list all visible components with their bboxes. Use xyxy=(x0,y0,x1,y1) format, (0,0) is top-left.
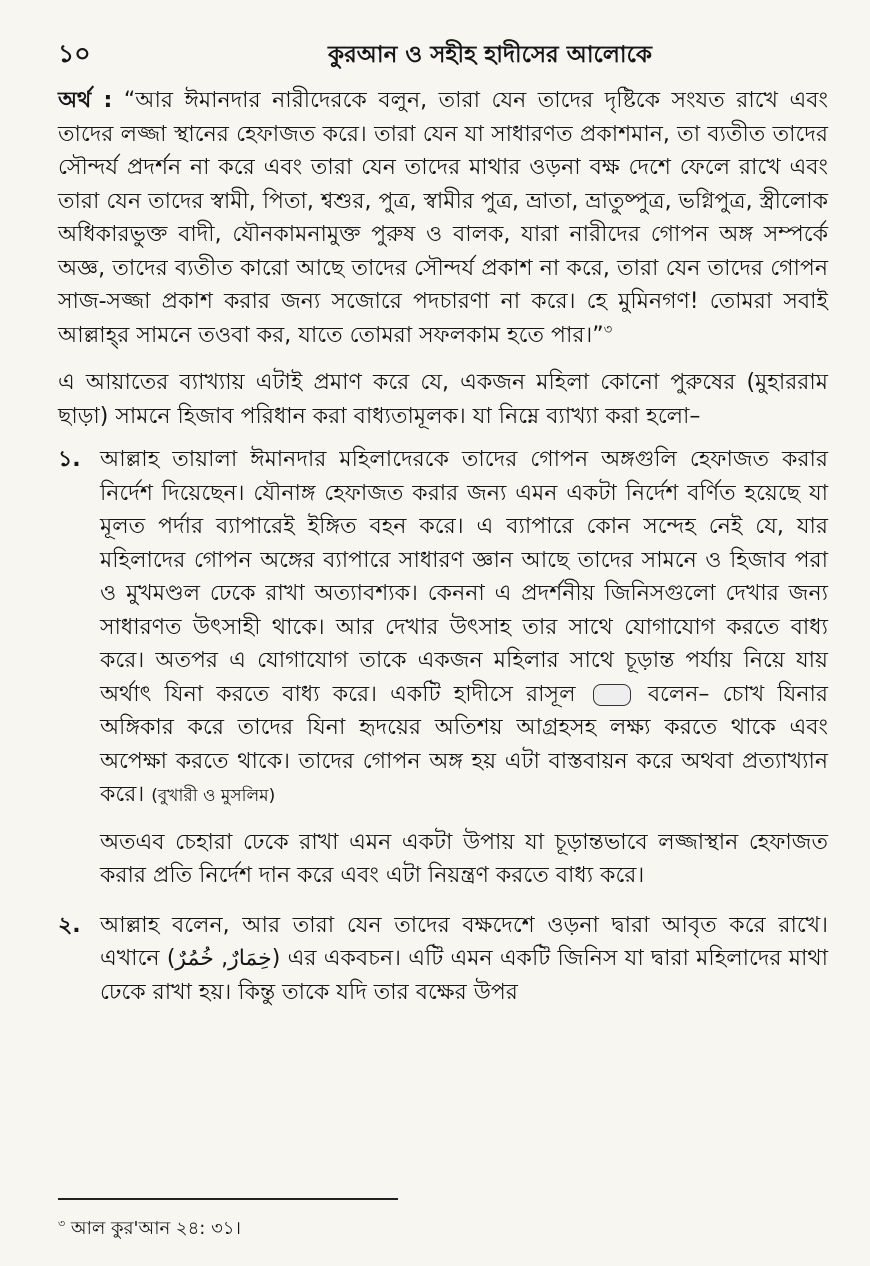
list-item xyxy=(58,909,828,1010)
list-item xyxy=(58,443,828,893)
footnote-mark: ৩ xyxy=(58,1217,66,1230)
hadith-citation: (বুখারী ও মুসলিম) xyxy=(151,786,276,806)
running-title: কুরআন ও সহীহ হাদীসের আলোকে xyxy=(328,42,652,68)
list-item-text xyxy=(100,443,828,814)
list-item-text xyxy=(100,909,828,1010)
list-item-text-part: আল্লাহ বলেন, আর তারা যেন তাদের বক্ষদেশে ওড়না দ্বারা আবৃত করে রাখে। এখানে xyxy=(100,912,828,971)
verse-label: অর্থ : xyxy=(58,88,113,113)
footnote-text: আল কুর'আন ২৪: ৩১। xyxy=(70,1218,241,1239)
page-number: ১০ xyxy=(58,39,91,68)
list-item-number: ২. xyxy=(58,912,81,938)
verse-translation xyxy=(58,84,828,352)
footnote xyxy=(58,1214,241,1245)
list-item-paragraph: অতএব চেহারা ঢেকে রাখা এমন একটা উপায় যা চূড়ান্তভাবে লজ্জাস্থান হেফাজত করার প্রতি নির্দেশ দান করে এবং এটা নিয়ন্ত্রণ করতে বাধ্য করে। xyxy=(100,829,828,888)
list-item-text-part: আল্লাহ তায়ালা ঈমানদার মহিলাদেরকে তাদের গোপন অঙ্গগুলি হেফাজত করার নির্দেশ দিয়েছেন। যৌনাঙ্গ হেফাজত করার জন্য এমন একটা নির্দেশ বর্ণিত হয়েছে যা মূলত পর্দার ব্যাপারেই ইঙ্গিত বহন করে। এ ব্যাপারে কোন সন্দেহ নেই যে, যার মহিলাদের গোপন অঙ্গের ব্যাপারে সাধারণ জ্ঞান আছে তাদের সামনে ও হিজাব পরা ও মুখমণ্ডল ঢেকে রাখা অত্যাবশ্যক। কেননা এ প্রদর্শনীয় জিনিসগুলো দেখার জন্য সাধারণত উৎসাহী থাকে। আর দেখার উৎসাহ তার সাথে যোগাযোগ করতে বাধ্য করে। অতপর এ যোগাযোগ তাকে একজন মহিলার সাথে চূড়ান্ত পর্যায় নিয়ে যায় অর্থাৎ যিনা করতে বাধ্য করে। একটি হাদীসে রাসূল xyxy=(100,447,828,707)
footnote-reference[interactable]: ৩ xyxy=(603,322,613,338)
salawat-sign-icon xyxy=(593,684,631,706)
arabic-term: (خِمَارٌ, خُمُرٌ) xyxy=(166,946,281,971)
list-item-number: ১. xyxy=(58,447,81,472)
footnote-divider xyxy=(58,1198,398,1200)
list-item-text-part: বলেন– চোখ যিনার অঙ্গিকার করে তাদের যিনা হৃদয়ের অতিশয় আগ্রহসহ লক্ষ্য করতে থাকে এবং অপেক্ষা করতে থাকে। তাদের গোপন অঙ্গ হয় এটা বাস্তবায়ন করে অথবা প্রত্যাখ্যান করে। xyxy=(100,681,828,807)
page-header xyxy=(58,34,830,74)
page-body xyxy=(58,84,828,1009)
intro-paragraph: এ আয়াতের ব্যাখ্যায় এটাই প্রমাণ করে যে, একজন মহিলা কোনো পুরুষের (মুহাররাম ছাড়া) সামনে হিজাব পরিধান করা বাধ্যতামূলক। যা নিম্নে ব্যাখ্যা করা হলো– xyxy=(58,370,828,429)
verse-text: “আর ঈমানদার নারীদেরকে বলুন, তারা যেন তাদের দৃষ্টিকে সংযত রাখে এবং তাদের লজ্জা স্থানের হেফাজত করে। তারা যেন যা সাধারণত প্রকাশমান, তা ব্যতীত তাদের সৌন্দর্য প্রদর্শন না করে এবং তারা যেন তাদের মাথার ওড়না বক্ষ দেশে ফেলে রাখে এবং তারা যেন তাদের স্বামী, পিতা, শ্বশুর, পুত্র, স্বামীর পুত্র, ভ্রাতা, ভ্রাতুষ্পুত্র, ভগ্নিপুত্র, স্ত্রীলোক অধিকারভুক্ত বাদী, যৌনকামনামুক্ত পুরুষ ও বালক, যারা নারীদের গোপন অঙ্গ সম্পর্কে অজ্ঞ, তাদের ব্যতীত কারো আছে তাদের সৌন্দর্য প্রকাশ না করে, তারা যেন তাদের গোপন সাজ-সজ্জা প্রকাশ করার জন্য সজোরে পদচারণা না করে। হে মুমিনগণ! তোমরা সবাই আল্লাহ্‌র সামনে তওবা কর, যাতে তোমরা সফলকাম হতে পার।” xyxy=(58,88,828,348)
list-item-text-part: এর একবচন। এটি এমন একটি জিনিস যা দ্বারা মহিলাদের মাথা ঢেকে রাখা হয়। কিন্তু তাকে যদি তার বক্ষের উপর xyxy=(100,946,829,1005)
